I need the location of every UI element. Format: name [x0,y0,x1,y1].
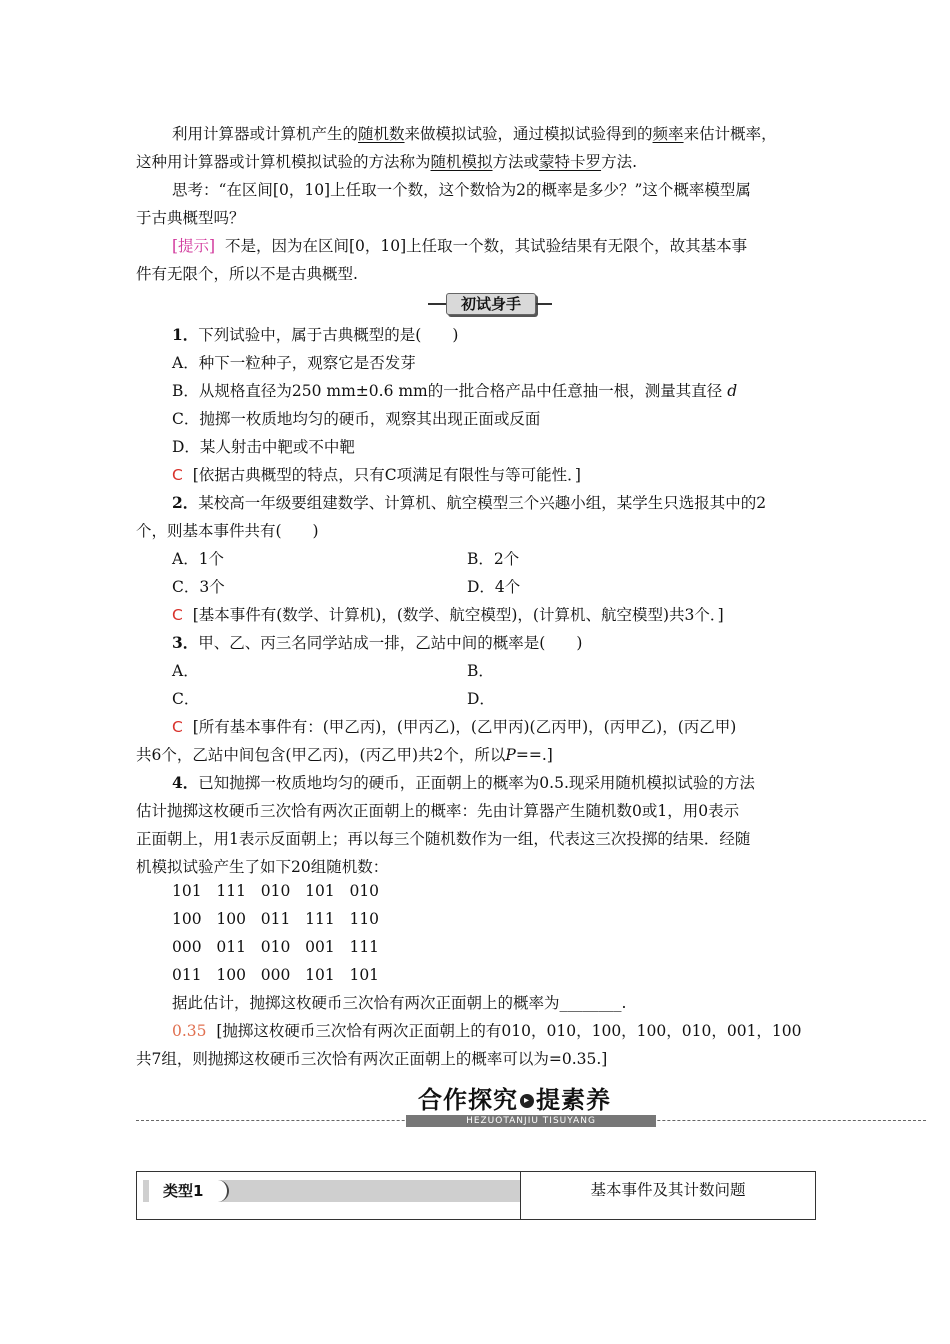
explanation: [依据古典概型的特点，只有C项满足有限性与等可能性．] [192,466,581,484]
q4-stem-1 [172,773,755,793]
text: 不是，因为在区间[0，10]上任取一个数，其试验结果有无限个，故其基本事 [224,237,748,255]
type-label: 类型1 [149,1180,229,1202]
q2-option-d: D．4个 [467,578,521,596]
text: 方法. [601,153,637,171]
answer-letter: C [172,466,183,484]
q1-option-d: D．某人射击中靶或不中靶 [172,438,355,456]
arrow-right-icon: ▸ [520,1094,534,1108]
explanation: ==.] [515,746,553,764]
q3-option-b: B． [467,662,494,680]
q2-option-c: C．3个 [172,578,225,596]
q3-stem [172,633,582,653]
banner-left: 合作探究 [418,1086,518,1114]
term-random-simulation: 随机模拟 [430,153,493,171]
text: 甲、乙、丙三名同学站成一排，乙站中间的概率是( ) [198,634,583,652]
q1-option-c: C．抛掷一枚质地均匀的硬币，观察其出现正面或反面 [172,410,541,428]
text: 来做模拟试验，通过模拟试验得到的 [404,125,653,143]
text: 方法或 [492,153,540,171]
banner-rule [428,303,446,305]
variable: d [727,382,738,400]
think-line-2: 于古典概型吗？ [136,209,245,227]
answer-letter: C [172,606,183,624]
chapter-banner-pinyin: HEZUOTANJIU TISUYANG [406,1115,656,1127]
hint-tag: [提示] [172,237,216,255]
q4-stem-4: 机模拟试验产生了如下20组随机数： [136,858,389,876]
random-row: 011 100 000 101 101 [172,966,380,984]
q3-option-d: D． [467,690,495,708]
q3-answer-2 [136,745,553,765]
chapter-banner-title [418,1085,611,1115]
term-frequency: 频率 [652,125,684,143]
answer-letter: C [172,718,183,736]
text: 这种用计算器或计算机模拟试验的方法称为 [136,153,431,171]
explanation: 共6个，乙站中间包含(甲乙丙)，(丙乙甲)共2个，所以 [136,746,506,764]
text: 利用计算器或计算机产生的 [172,125,359,143]
banner-rule [536,303,552,305]
text: 某校高一年级要组建数学、计算机、航空模型三个兴趣小组，某学生只选报其中的2 [198,494,767,512]
q3-option-c: C． [172,690,200,708]
text: 下列试验中，属于古典概型的是( ) [198,326,459,344]
hint-line-1 [172,236,747,256]
section-title: 初试身手 [446,293,536,315]
q2-answer [172,605,724,625]
explanation: [基本事件有(数学、计算机)，(数学、航空模型)，(计算机、航空模型)共3个．] [192,606,724,624]
q1-answer [172,465,581,485]
q1-stem [172,325,458,345]
question-number: 2． [172,493,199,512]
q4-stem-2: 估计抛掷这枚硬币三次恰有两次正面朝上的概率：先由计算器产生随机数0或1，用0表示 [136,802,740,820]
chapter-banner [136,1085,926,1130]
q3-option-a: A． [172,662,199,680]
variable: P [505,746,516,764]
q2-stem-1 [172,493,766,513]
term-monte-carlo: 蒙特卡罗 [539,153,602,171]
type-title: 基本事件及其计数问题 [590,1181,746,1199]
q2-option-a: A．1个 [172,550,225,568]
intro-line-1 [172,124,777,144]
random-row: 100 100 011 111 110 [172,910,380,928]
q4-answer-2: 共7组，则抛掷这枚硬币三次恰有两次正面朝上的概率可以为=0.35.] [136,1050,608,1068]
text: B．从规格直径为250 mm±0.6 mm的一批合格产品中任意抽一根，测量其直径 [172,382,723,400]
q4-ask: 据此估计，抛掷这枚硬币三次恰有两次正面朝上的概率为________. [172,994,627,1012]
random-row: 000 011 010 001 111 [172,938,380,956]
answer-value: 0.35 [172,1022,207,1040]
q1-option-a: A．种下一粒种子，观察它是否发芽 [172,354,416,372]
term-random-number: 随机数 [358,125,405,143]
intro-line-2 [136,152,637,172]
explanation: [所有基本事件有：(甲乙丙)，(甲丙乙)，(乙甲丙)(乙丙甲)，(丙甲乙)，(丙乙甲) [192,718,737,736]
explanation: [抛掷这枚硬币三次恰有两次正面朝上的有010，010，100，100，010，001，100 [216,1022,802,1040]
random-row: 101 111 010 101 010 [172,882,380,900]
q1-option-b [172,381,737,401]
type-heading-box [136,1171,816,1220]
q2-option-b: B．2个 [467,550,520,568]
banner-right: 提素养 [536,1086,611,1114]
text: 已知抛掷一枚质地均匀的硬币，正面朝上的概率为0.5.现采用随机模拟试验的方法 [198,774,755,792]
hint-line-2: 件有无限个，所以不是古典概型. [136,265,358,283]
section-banner [428,293,552,315]
question-number: 3． [172,633,199,652]
question-number: 1． [172,325,199,344]
q3-answer-1 [172,717,736,737]
q4-answer-1 [172,1021,802,1041]
think-line-1: 思考：“在区间[0，10]上任取一个数，这个数恰为2的概率是多少？”这个概率模型属 [172,181,751,199]
type-tab [143,1180,521,1202]
q2-stem-2: 个，则基本事件共有( ) [136,522,319,540]
question-number: 4． [172,773,199,792]
text: 来估计概率， [683,125,777,143]
q4-stem-3: 正面朝上，用1表示反面朝上；再以每三个随机数作为一组，代表这三次投掷的结果．经随 [136,830,751,848]
